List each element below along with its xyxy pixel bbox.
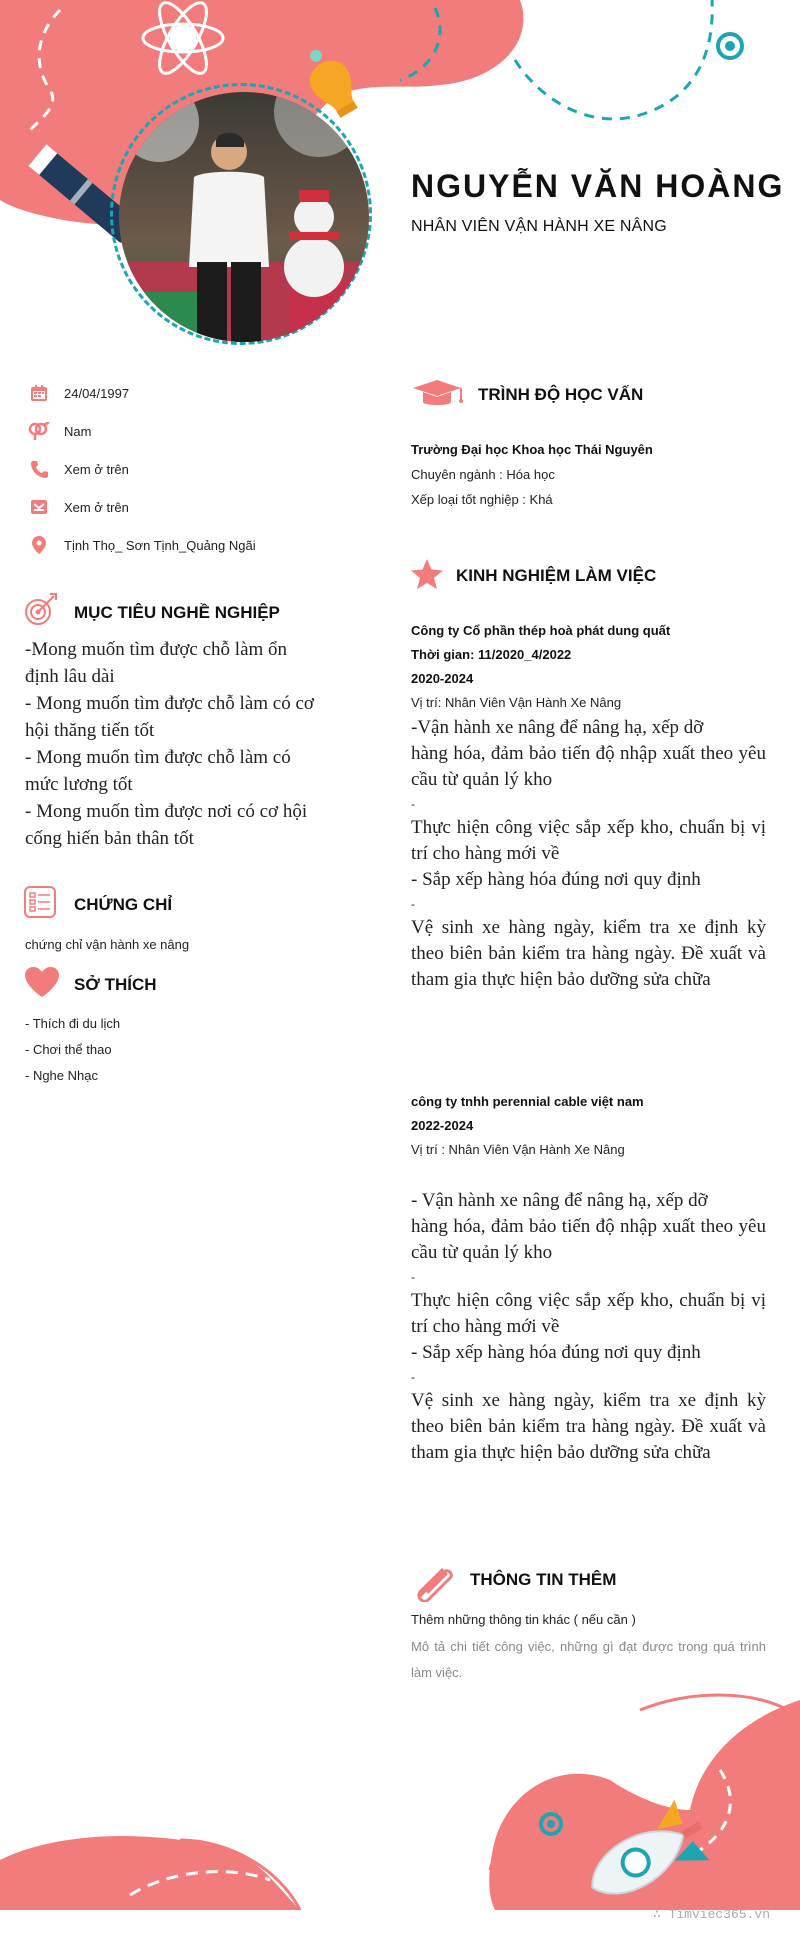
objective-line: - Mong muốn tìm được nơi có cơ hội cống hiến bản thân tốt: [25, 801, 308, 849]
education-details: [411, 438, 766, 512]
job-desc-line: - Sắp xếp hàng hóa đúng nơi quy định: [411, 1342, 701, 1363]
certificate-item: chứng chỉ vận hành xe nâng: [25, 937, 190, 952]
job-desc-line: -: [411, 1370, 415, 1384]
objective-title: MỤC TIÊU NGHỀ NGHIỆP: [74, 603, 280, 622]
job-desc-line: - Vận hành xe nâng để nâng hạ, xếp dỡ: [411, 1190, 708, 1211]
additional-title: THÔNG TIN THÊM: [470, 1570, 617, 1589]
additional-details: [411, 1608, 766, 1686]
job-desc-line: Vệ sinh xe hàng ngày, kiểm tra xe định kỳ theo biên bản kiểm tra hàng ngày. Đề xuất và tham gia thực hiện bảo dưỡng sửa chữa: [411, 917, 766, 990]
calendar-icon: [28, 382, 50, 404]
job-desc-line: Thực hiện công việc sắp xếp kho, chuẩn bị vị trí cho hàng mới về: [411, 817, 766, 864]
certificates-title: CHỨNG CHỈ: [74, 895, 173, 914]
education-grade: Xếp loại tốt nghiệp : Khá: [411, 492, 553, 507]
star-icon: [410, 558, 444, 595]
gender-icon: [28, 420, 50, 442]
contact-phone: [28, 458, 129, 480]
objective-text: [25, 636, 319, 852]
avatar: [119, 92, 369, 342]
experience-title: KINH NGHIỆM LÀM VIỆC: [456, 566, 657, 585]
experience-job-2: [411, 1090, 766, 1466]
education-major: Chuyên ngành : Hóa học: [411, 467, 555, 482]
job-time: Thời gian: 11/2020_4/2022: [411, 647, 572, 662]
job-description: [411, 715, 766, 993]
location-pin-icon: [28, 534, 50, 556]
job-desc-line: -: [411, 1270, 415, 1284]
gender-value: Nam: [64, 423, 92, 439]
job-description: [411, 1188, 766, 1466]
job-company: công ty tnhh perennial cable việt nam: [411, 1094, 644, 1109]
objective-line: - Mong muốn tìm được chỗ làm có cơ hội thăng tiến tốt: [25, 693, 314, 741]
job-position: Vị trí: Nhân Viên Vận Hành Xe Nâng: [411, 695, 622, 710]
hobby-item: - Thích đi du lịch: [25, 1016, 121, 1031]
candidate-job-title: NHÂN VIÊN VẬN HÀNH XE NÂNG: [411, 218, 667, 235]
phone-icon: [28, 458, 50, 480]
target-icon: [24, 592, 58, 631]
job-desc-line: -: [411, 897, 415, 911]
job-desc-line: hàng hóa, đảm bảo tiến độ nhập xuất theo yêu cầu từ quản lý kho: [411, 743, 766, 790]
additional-line: Thêm những thông tin khác ( nếu cần ): [411, 1612, 636, 1627]
checklist-icon: [24, 886, 56, 923]
hobby-item: - Nghe Nhạc: [25, 1068, 98, 1083]
job-desc-line: Vệ sinh xe hàng ngày, kiểm tra xe định kỳ theo biên bản kiểm tra hàng ngày. Đề xuất và tham gia thực hiện bảo dưỡng sửa chữa: [411, 1390, 766, 1463]
job-desc-line: Thực hiện công việc sắp xếp kho, chuẩn bị vị trí cho hàng mới về: [411, 1290, 766, 1337]
contact-email: [28, 496, 129, 518]
job-position: Vị trí : Nhân Viên Vận Hành Xe Nâng: [411, 1142, 625, 1157]
objective-line: - Mong muốn tìm được chỗ làm có mức lương tốt: [25, 747, 291, 795]
objective-line: -Mong muốn tìm được chỗ làm ổn định lâu dài: [25, 639, 288, 687]
school-name: Trường Đại học Khoa học Thái Nguyên: [411, 442, 653, 457]
experience-job-1: [411, 619, 766, 993]
hobby-item: - Chơi thể thao: [25, 1042, 112, 1057]
job-years: 2020-2024: [411, 671, 474, 686]
phone-value: Xem ở trên: [64, 461, 129, 477]
job-desc-line: -: [411, 797, 415, 811]
contact-birthdate: [28, 382, 129, 404]
mail-icon: [28, 496, 50, 518]
job-years: 2022-2024: [411, 1118, 474, 1133]
watermark-text: Timviec365.vn: [668, 1907, 770, 1922]
contact-address: [28, 534, 256, 556]
birthdate-value: 24/04/1997: [64, 385, 130, 401]
contact-gender: [28, 420, 91, 442]
candidate-name: NGUYỄN VĂN HOÀNG: [411, 168, 785, 204]
heart-icon: [24, 966, 60, 1003]
job-desc-line: - Sắp xếp hàng hóa đúng nơi quy định: [411, 869, 701, 890]
job-company: Công ty Cổ phần thép hoà phát dung quất: [411, 623, 671, 638]
watermark: ∴ Timviec365.vn: [652, 1907, 770, 1922]
email-value: Xem ở trên: [64, 499, 129, 515]
job-desc-line: -Vận hành xe nâng để nâng hạ, xếp dỡ: [411, 717, 704, 738]
additional-description: Mô tả chi tiết công việc, những gì đạt được trong quá trình làm việc.: [411, 1639, 766, 1680]
job-desc-line: hàng hóa, đảm bảo tiến độ nhập xuất theo yêu cầu từ quản lý kho: [411, 1216, 766, 1263]
address-value: Tịnh Thọ_ Sơn Tịnh_Quảng Ngãi: [64, 537, 256, 553]
graduation-cap-icon: [411, 378, 467, 415]
education-title: TRÌNH ĐỘ HỌC VẤN: [478, 385, 644, 404]
hobbies-title: SỞ THÍCH: [74, 975, 157, 994]
paperclip-icon: [414, 1562, 456, 1607]
